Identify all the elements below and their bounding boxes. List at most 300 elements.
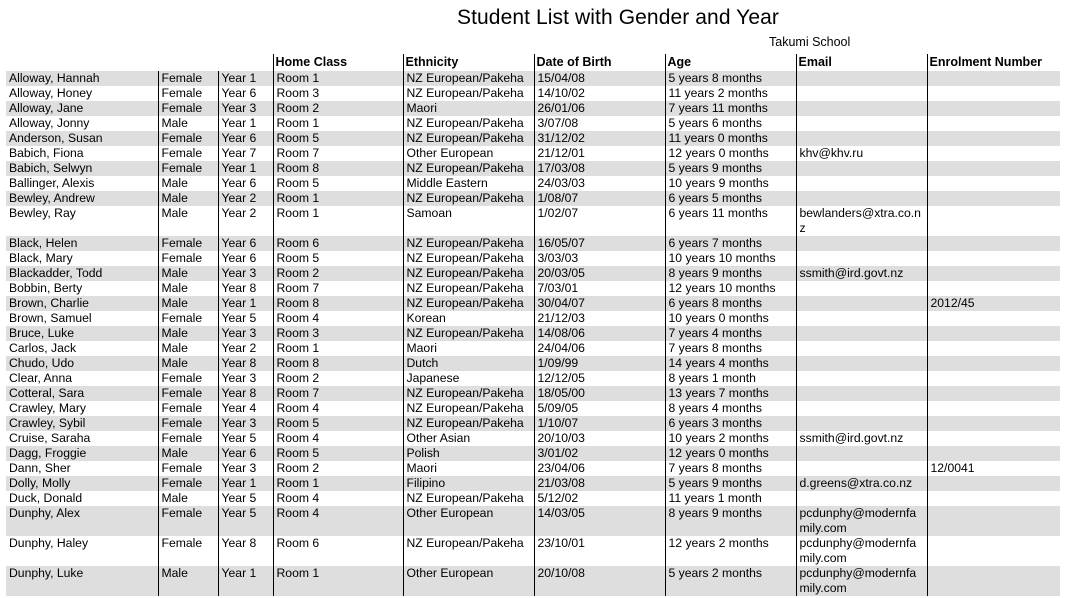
ethnicity-cell: Japanese: [403, 371, 534, 386]
enrolment-number-cell: [927, 146, 1060, 161]
gender-cell: Female: [158, 461, 218, 476]
year-cell: Year 1: [218, 71, 273, 86]
gender-cell: Female: [158, 401, 218, 416]
age-cell: 6 years 3 months: [665, 416, 796, 431]
table-row: [6, 356, 1060, 371]
age-cell: 10 years 10 months: [665, 251, 796, 266]
enrolment-number-cell: [927, 341, 1060, 356]
email-cell: [796, 71, 927, 86]
table-row: [6, 206, 1060, 236]
age-cell: 7 years 8 months: [665, 341, 796, 356]
age-cell: 6 years 11 months: [665, 206, 796, 236]
email-cell: [796, 371, 927, 386]
column-header-ethnicity: Ethnicity: [403, 54, 534, 71]
home-class-cell: Room 8: [273, 296, 403, 311]
year-cell: Year 6: [218, 251, 273, 266]
home-class-cell: Room 8: [273, 161, 403, 176]
ethnicity-cell: Maori: [403, 461, 534, 476]
document-title: Student List with Gender and Year: [456, 6, 780, 29]
age-cell: 5 years 6 months: [665, 116, 796, 131]
student-name-cell: Bobbin, Berty: [9, 281, 83, 295]
gender-cell: Female: [158, 131, 218, 146]
ethnicity-cell: NZ European/Pakeha: [403, 416, 534, 431]
column-header-age: Age: [665, 54, 796, 71]
home-class-cell: Room 2: [273, 266, 403, 281]
home-class-cell: Room 5: [273, 416, 403, 431]
age-cell: 8 years 9 months: [665, 266, 796, 281]
home-class-cell: Room 6: [273, 536, 403, 566]
year-cell: Year 6: [218, 446, 273, 461]
ethnicity-cell: NZ European/Pakeha: [403, 536, 534, 566]
email-cell: ssmith@ird.govt.nz: [796, 266, 927, 281]
enrolment-number-cell: [927, 356, 1060, 371]
student-name-cell: Chudo, Udo: [6, 356, 158, 371]
email-cell: [796, 191, 927, 206]
email-cell: [796, 296, 927, 311]
year-cell: Year 1: [218, 161, 273, 176]
gender-cell: Female: [158, 311, 218, 326]
gender-cell: Male: [158, 446, 218, 461]
email-cell: [796, 251, 927, 266]
date-of-birth-cell: 1/10/07: [534, 416, 665, 431]
date-of-birth-cell: 20/03/05: [534, 266, 665, 281]
date-of-birth-cell: 24/04/06: [534, 341, 665, 356]
home-class-cell: Room 4: [273, 506, 403, 536]
column-header-enrolment-number: Enrolment Number: [927, 54, 1060, 71]
age-cell: 14 years 4 months: [665, 356, 796, 371]
student-name-cell: Crawley, Mary: [9, 401, 86, 415]
age-cell: 5 years 9 months: [665, 161, 796, 176]
gender-cell: Male: [158, 206, 218, 236]
ethnicity-cell: NZ European/Pakeha: [403, 71, 534, 86]
year-cell: Year 1: [218, 476, 273, 491]
student-name-cell: Dagg, Froggie: [6, 446, 158, 461]
year-cell: Year 5: [218, 431, 273, 446]
student-name-cell: Ballinger, Alexis: [9, 176, 95, 190]
email-cell: khv@khv.ru: [796, 146, 927, 161]
gender-cell: Female: [158, 86, 218, 101]
age-cell: 6 years 7 months: [665, 236, 796, 251]
age-cell: 7 years 8 months: [665, 461, 796, 476]
table-row: [6, 101, 1060, 116]
age-cell: 8 years 4 months: [665, 401, 796, 416]
table-row: [6, 266, 1060, 281]
age-cell: 10 years 2 months: [665, 431, 796, 446]
gender-cell: Male: [158, 326, 218, 341]
year-cell: Year 5: [218, 506, 273, 536]
home-class-cell: Room 1: [273, 206, 403, 236]
table-row: [6, 296, 1060, 311]
age-cell: 6 years 5 months: [665, 191, 796, 206]
ethnicity-cell: Maori: [403, 341, 534, 356]
year-cell: Year 3: [218, 371, 273, 386]
date-of-birth-cell: 30/04/07: [534, 296, 665, 311]
gender-cell: Female: [158, 476, 218, 491]
ethnicity-cell: Other European: [403, 566, 534, 596]
gender-cell: Male: [158, 296, 218, 311]
ethnicity-cell: Other European: [403, 506, 534, 536]
home-class-cell: Room 1: [273, 566, 403, 596]
date-of-birth-cell: 17/03/08: [534, 161, 665, 176]
table-row: [6, 401, 1060, 416]
date-of-birth-cell: 15/04/08: [534, 71, 665, 86]
year-cell: Year 6: [218, 131, 273, 146]
date-of-birth-cell: 16/05/07: [534, 236, 665, 251]
year-cell: Year 5: [218, 311, 273, 326]
enrolment-number-cell: [927, 401, 1060, 416]
home-class-cell: Room 1: [273, 116, 403, 131]
date-of-birth-cell: 21/12/01: [534, 146, 665, 161]
table-row: [6, 431, 1060, 446]
enrolment-number-cell: [927, 206, 1060, 236]
date-of-birth-cell: 1/09/99: [534, 356, 665, 371]
ethnicity-cell: NZ European/Pakeha: [403, 191, 534, 206]
home-class-cell: Room 4: [273, 311, 403, 326]
year-cell: Year 5: [218, 491, 273, 506]
ethnicity-cell: NZ European/Pakeha: [403, 386, 534, 401]
year-cell: Year 1: [218, 296, 273, 311]
enrolment-number-cell: [927, 176, 1060, 191]
enrolment-number-cell: [927, 416, 1060, 431]
home-class-cell: Room 4: [273, 401, 403, 416]
email-cell: pcdunphy@modernfamily.com: [796, 506, 927, 536]
email-cell: [796, 461, 927, 476]
table-row: [6, 506, 1060, 536]
date-of-birth-cell: 26/01/06: [534, 101, 665, 116]
student-name-cell: Bewley, Andrew: [6, 191, 158, 206]
year-cell: Year 7: [218, 146, 273, 161]
student-name-cell: Bruce, Luke: [6, 326, 158, 341]
year-cell: Year 1: [218, 116, 273, 131]
student-name-cell: Alloway, Hannah: [6, 71, 158, 86]
ethnicity-cell: NZ European/Pakeha: [403, 161, 534, 176]
home-class-cell: Room 1: [273, 341, 403, 356]
gender-cell: Female: [158, 416, 218, 431]
header-row: [6, 54, 1060, 71]
ethnicity-cell: Other European: [403, 146, 534, 161]
home-class-cell: Room 5: [273, 446, 403, 461]
ethnicity-cell: Samoan: [403, 206, 534, 236]
year-cell: Year 3: [218, 101, 273, 116]
gender-cell: Male: [158, 356, 218, 371]
home-class-cell: Room 4: [273, 431, 403, 446]
enrolment-number-cell: [927, 191, 1060, 206]
table-row: [6, 161, 1060, 176]
age-cell: 10 years 9 months: [665, 176, 796, 191]
enrolment-number-cell: [927, 266, 1060, 281]
student-name-cell: Dolly, Molly: [6, 476, 158, 491]
enrolment-number-cell: [927, 326, 1060, 341]
table-row: [6, 236, 1060, 251]
date-of-birth-cell: 23/04/06: [534, 461, 665, 476]
enrolment-number-cell: [927, 386, 1060, 401]
ethnicity-cell: NZ European/Pakeha: [403, 131, 534, 146]
enrolment-number-cell: [927, 131, 1060, 146]
ethnicity-cell: NZ European/Pakeha: [403, 401, 534, 416]
column-header-email: Email: [796, 54, 927, 71]
email-cell: [796, 341, 927, 356]
date-of-birth-cell: 3/07/08: [534, 116, 665, 131]
table-row: [6, 146, 1060, 161]
year-cell: Year 3: [218, 416, 273, 431]
email-cell: [796, 236, 927, 251]
home-class-cell: Room 5: [273, 251, 403, 266]
table-row: [6, 326, 1060, 341]
table-row: [6, 71, 1060, 86]
student-name-cell: Alloway, Jane: [6, 101, 158, 116]
student-table-body: [6, 71, 1060, 596]
gender-cell: Female: [158, 506, 218, 536]
ethnicity-cell: NZ European/Pakeha: [403, 326, 534, 341]
gender-cell: Female: [158, 236, 218, 251]
ethnicity-cell: Polish: [403, 446, 534, 461]
student-name-cell: Clear, Anna: [9, 371, 73, 385]
home-class-cell: Room 6: [273, 236, 403, 251]
table-row: [6, 176, 1060, 191]
date-of-birth-cell: 20/10/08: [534, 566, 665, 596]
student-table: [6, 54, 1060, 596]
gender-cell: Female: [158, 71, 218, 86]
email-cell: [796, 386, 927, 401]
year-cell: Year 3: [218, 326, 273, 341]
student-name-cell: Black, Helen: [6, 236, 158, 251]
gender-cell: Female: [158, 386, 218, 401]
age-cell: 12 years 0 months: [665, 146, 796, 161]
gender-cell: Male: [158, 191, 218, 206]
enrolment-number-cell: [927, 476, 1060, 491]
student-name-cell: Duck, Donald: [9, 491, 83, 505]
year-cell: Year 3: [218, 461, 273, 476]
ethnicity-cell: NZ European/Pakeha: [403, 281, 534, 296]
gender-cell: Male: [158, 116, 218, 131]
student-name-cell: Alloway, Jonny: [9, 116, 90, 130]
student-name-cell: Bewley, Ray: [9, 206, 76, 220]
student-name-cell: Anderson, Susan: [6, 131, 158, 146]
home-class-cell: Room 7: [273, 386, 403, 401]
gender-cell: Female: [158, 536, 218, 566]
ethnicity-cell: NZ European/Pakeha: [403, 266, 534, 281]
date-of-birth-cell: 31/12/02: [534, 131, 665, 146]
email-cell: [796, 401, 927, 416]
date-of-birth-cell: 5/09/05: [534, 401, 665, 416]
table-row: [6, 191, 1060, 206]
age-cell: 11 years 0 months: [665, 131, 796, 146]
enrolment-number-cell: [927, 101, 1060, 116]
table-row: [6, 116, 1060, 131]
age-cell: 10 years 0 months: [665, 311, 796, 326]
student-name-cell: Black, Mary: [9, 251, 73, 265]
email-cell: [796, 491, 927, 506]
date-of-birth-cell: 14/10/02: [534, 86, 665, 101]
date-of-birth-cell: 14/08/06: [534, 326, 665, 341]
student-name-cell: Alloway, Honey: [9, 86, 93, 100]
table-row: [6, 446, 1060, 461]
email-cell: [796, 101, 927, 116]
year-cell: Year 1: [218, 566, 273, 596]
ethnicity-cell: Maori: [403, 101, 534, 116]
table-row: [6, 371, 1060, 386]
email-cell: [796, 131, 927, 146]
column-header-gender: [158, 54, 218, 71]
age-cell: 8 years 1 month: [665, 371, 796, 386]
ethnicity-cell: Filipino: [403, 476, 534, 491]
student-name-cell: Dunphy, Alex: [6, 506, 158, 536]
ethnicity-cell: NZ European/Pakeha: [403, 236, 534, 251]
date-of-birth-cell: 14/03/05: [534, 506, 665, 536]
student-name-cell: Dunphy, Haley: [9, 536, 89, 550]
enrolment-number-cell: [927, 161, 1060, 176]
enrolment-number-cell: [927, 251, 1060, 266]
enrolment-number-cell: 12/0041: [927, 461, 1060, 476]
enrolment-number-cell: [927, 446, 1060, 461]
table-row: [6, 131, 1060, 146]
gender-cell: Female: [158, 101, 218, 116]
table-row: [6, 251, 1060, 266]
home-class-cell: Room 7: [273, 146, 403, 161]
student-name-cell: Brown, Charlie: [6, 296, 158, 311]
date-of-birth-cell: 18/05/00: [534, 386, 665, 401]
age-cell: 5 years 8 months: [665, 71, 796, 86]
student-name-cell: Blackadder, Todd: [6, 266, 158, 281]
table-row: [6, 416, 1060, 431]
year-cell: Year 8: [218, 356, 273, 371]
table-row: [6, 281, 1060, 296]
date-of-birth-cell: 20/10/03: [534, 431, 665, 446]
table-row: [6, 536, 1060, 566]
enrolment-number-cell: [927, 311, 1060, 326]
age-cell: 12 years 2 months: [665, 536, 796, 566]
year-cell: Year 6: [218, 236, 273, 251]
ethnicity-cell: NZ European/Pakeha: [403, 251, 534, 266]
date-of-birth-cell: 1/02/07: [534, 206, 665, 236]
email-cell: [796, 116, 927, 131]
date-of-birth-cell: 21/03/08: [534, 476, 665, 491]
email-cell: [796, 416, 927, 431]
ethnicity-cell: NZ European/Pakeha: [403, 116, 534, 131]
gender-cell: Female: [158, 146, 218, 161]
date-of-birth-cell: 23/10/01: [534, 536, 665, 566]
age-cell: 12 years 0 months: [665, 446, 796, 461]
student-name-cell: Crawley, Sybil: [6, 416, 158, 431]
email-cell: [796, 86, 927, 101]
enrolment-number-cell: [927, 371, 1060, 386]
ethnicity-cell: Other Asian: [403, 431, 534, 446]
gender-cell: Male: [158, 491, 218, 506]
age-cell: 5 years 9 months: [665, 476, 796, 491]
email-cell: [796, 161, 927, 176]
student-name-cell: Babich, Fiona: [9, 146, 84, 160]
table-row: [6, 476, 1060, 491]
year-cell: Year 2: [218, 341, 273, 356]
gender-cell: Female: [158, 431, 218, 446]
email-cell: pcdunphy@modernfamily.com: [796, 566, 927, 596]
age-cell: 13 years 7 months: [665, 386, 796, 401]
year-cell: Year 8: [218, 281, 273, 296]
school-name: Takumi School: [769, 35, 851, 49]
enrolment-number-cell: [927, 281, 1060, 296]
age-cell: 11 years 1 month: [665, 491, 796, 506]
email-cell: [796, 281, 927, 296]
email-cell: pcdunphy@modernfamily.com: [796, 536, 927, 566]
enrolment-number-cell: [927, 506, 1060, 536]
home-class-cell: Room 1: [273, 71, 403, 86]
date-of-birth-cell: 3/03/03: [534, 251, 665, 266]
home-class-cell: Room 2: [273, 371, 403, 386]
home-class-cell: Room 1: [273, 476, 403, 491]
date-of-birth-cell: 7/03/01: [534, 281, 665, 296]
enrolment-number-cell: [927, 236, 1060, 251]
year-cell: Year 8: [218, 386, 273, 401]
home-class-cell: Room 2: [273, 461, 403, 476]
gender-cell: Male: [158, 266, 218, 281]
ethnicity-cell: NZ European/Pakeha: [403, 491, 534, 506]
table-row: [6, 491, 1060, 506]
enrolment-number-cell: 2012/45: [927, 296, 1060, 311]
year-cell: Year 2: [218, 191, 273, 206]
enrolment-number-cell: [927, 536, 1060, 566]
gender-cell: Male: [158, 176, 218, 191]
date-of-birth-cell: 24/03/03: [534, 176, 665, 191]
age-cell: 5 years 2 months: [665, 566, 796, 596]
student-name-cell: Dunphy, Luke: [6, 566, 158, 596]
student-name-cell: Cotteral, Sara: [6, 386, 158, 401]
student-name-cell: Dann, Sher: [9, 461, 71, 475]
date-of-birth-cell: 5/12/02: [534, 491, 665, 506]
enrolment-number-cell: [927, 86, 1060, 101]
age-cell: 12 years 10 months: [665, 281, 796, 296]
email-cell: [796, 356, 927, 371]
home-class-cell: Room 8: [273, 356, 403, 371]
table-row: [6, 461, 1060, 476]
home-class-cell: Room 2: [273, 101, 403, 116]
gender-cell: Male: [158, 566, 218, 596]
student-name-cell: Cruise, Saraha: [9, 431, 91, 445]
home-class-cell: Room 3: [273, 326, 403, 341]
student-name-cell: Carlos, Jack: [9, 341, 77, 355]
table-row: [6, 386, 1060, 401]
table-row: [6, 311, 1060, 326]
email-cell: [796, 311, 927, 326]
gender-cell: Female: [158, 371, 218, 386]
age-cell: 7 years 11 months: [665, 101, 796, 116]
ethnicity-cell: Korean: [403, 311, 534, 326]
student-name-cell: Brown, Samuel: [9, 311, 92, 325]
year-cell: Year 2: [218, 206, 273, 236]
year-cell: Year 4: [218, 401, 273, 416]
age-cell: 6 years 8 months: [665, 296, 796, 311]
column-header-home-class: Home Class: [273, 54, 403, 71]
home-class-cell: Room 5: [273, 131, 403, 146]
email-cell: d.greens@xtra.co.nz: [796, 476, 927, 491]
ethnicity-cell: Middle Eastern: [403, 176, 534, 191]
enrolment-number-cell: [927, 566, 1060, 596]
gender-cell: Male: [158, 281, 218, 296]
age-cell: 7 years 4 months: [665, 326, 796, 341]
date-of-birth-cell: 1/08/07: [534, 191, 665, 206]
ethnicity-cell: NZ European/Pakeha: [403, 296, 534, 311]
home-class-cell: Room 5: [273, 176, 403, 191]
gender-cell: Female: [158, 251, 218, 266]
table-row: [6, 341, 1060, 356]
date-of-birth-cell: 21/12/03: [534, 311, 665, 326]
gender-cell: Female: [158, 161, 218, 176]
year-cell: Year 3: [218, 266, 273, 281]
year-cell: Year 6: [218, 176, 273, 191]
home-class-cell: Room 7: [273, 281, 403, 296]
year-cell: Year 8: [218, 536, 273, 566]
enrolment-number-cell: [927, 71, 1060, 86]
enrolment-number-cell: [927, 431, 1060, 446]
